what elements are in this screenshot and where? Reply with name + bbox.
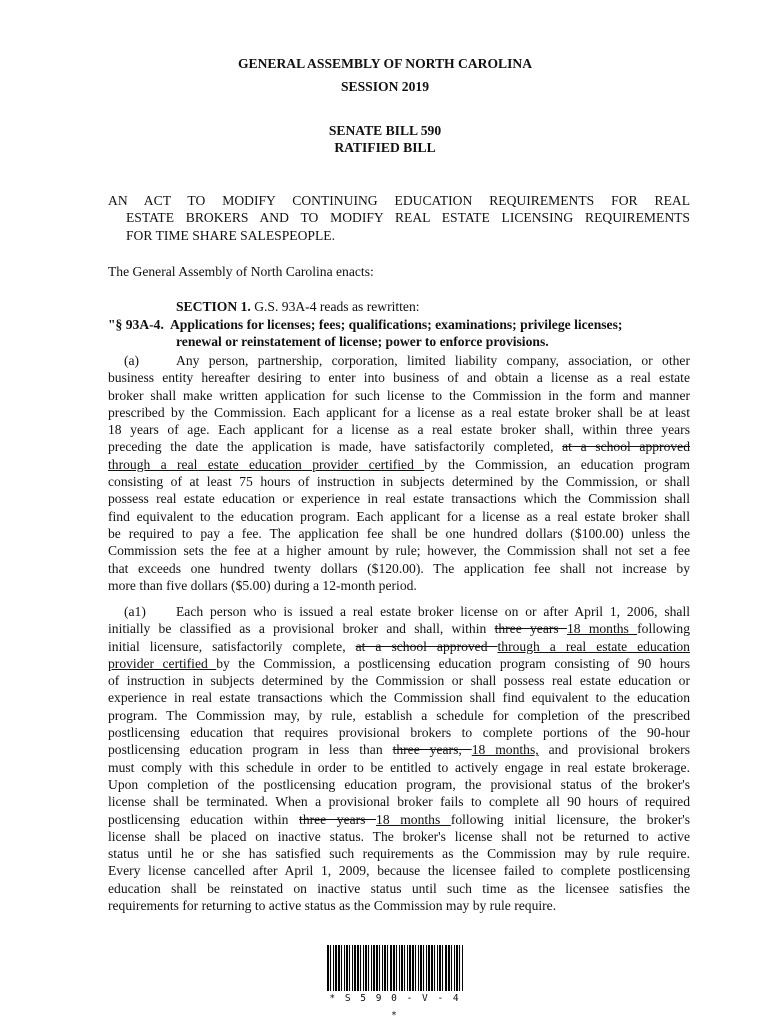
para-line <box>108 456 690 473</box>
act-title-line: FOR TIME SHARE SALESPEOPLE. <box>126 227 335 243</box>
barcode-bar <box>387 945 388 991</box>
statute-heading-continuation: renewal or reinstatement of license; power to enforce provisions. <box>176 334 549 350</box>
barcode-bar <box>352 945 353 991</box>
para-line: find equivalent to the education program. Each applicant for a license as a real estate broker shall <box>108 508 690 524</box>
para-line <box>108 811 690 828</box>
section-1-intro <box>108 298 690 315</box>
barcode-bar <box>384 945 385 991</box>
barcode-bar <box>413 945 414 991</box>
barcode-bar <box>394 945 395 991</box>
para-line: prescribed by the Commission. Each applicant for a license as a real estate broker shall be at least <box>108 404 690 420</box>
paragraph-a <box>108 352 690 594</box>
inserted-text: through a real estate education provider certified <box>108 456 425 472</box>
inserted-text: provider certified <box>108 655 217 671</box>
para-line: be required to pay a fee. The application fee shall be one hundred dollars ($100.00) unless the <box>108 525 690 541</box>
para-text: preceding the date the application is made, have satisfactorily completed, <box>108 439 563 455</box>
para-line: business entity hereafter desiring to enter into business of and obtain a license as a real estate <box>108 370 690 386</box>
para-line: more than five dollars ($5.00) during a 12-month period. <box>108 577 417 593</box>
barcode-bar <box>360 945 361 991</box>
para-text: initial licensure, satisfactorily complete, <box>108 638 356 654</box>
deleted-text: three years, <box>392 742 472 758</box>
barcode-bar <box>420 945 421 991</box>
inserted-text: through a real estate education <box>497 638 690 654</box>
barcode-bar <box>431 945 432 991</box>
section-intro-text: G.S. 93A-4 reads as rewritten: <box>250 299 420 314</box>
barcode-bar <box>333 945 334 991</box>
barcode-bar <box>429 945 430 991</box>
para-line <box>108 352 690 369</box>
barcode-bar <box>457 945 458 991</box>
inserted-text: 18 months <box>566 621 638 637</box>
para-line: must comply with this schedule in order to be entitled to actively engage in real estate brokerage. <box>108 759 690 775</box>
para-line: that exceeds one hundred twenty dollars ($120.00). The application fee shall not increase by <box>108 560 690 576</box>
para-label: (a) <box>124 353 140 368</box>
para-line: 18 years of age. Each applicant for a license as a real estate broker shall, within three years <box>108 422 690 438</box>
para-line: consisting of at least 75 hours of instruction in subjects determined by the Commission, or shall <box>108 474 690 490</box>
barcode-bar <box>437 945 438 991</box>
barcode-bar <box>442 945 443 991</box>
barcode-bar <box>358 945 359 991</box>
barcode-bar <box>349 945 350 991</box>
barcode-bar <box>439 945 440 991</box>
para-line: status until he or she has satisfied such requirements as the Commission may by rule require. <box>108 846 690 862</box>
para-line <box>108 620 690 637</box>
barcode-bar <box>341 945 342 991</box>
barcode-bar <box>409 945 410 991</box>
para-line: postlicensing education that requires provisional brokers to complete portions of the 90-hour <box>108 725 690 741</box>
barcode-bar <box>354 945 355 991</box>
para-text: initially be classified as a provisional broker and shall, within <box>108 621 495 637</box>
barcode-bar <box>415 945 416 991</box>
barcode-bar <box>355 945 356 991</box>
barcode-bar <box>373 945 374 991</box>
assembly-heading: GENERAL ASSEMBLY OF NORTH CAROLINA <box>237 56 533 71</box>
para-line: Upon completion of the postlicensing education program, the provisional status of the broker's <box>108 776 690 792</box>
inserted-text: 18 months, <box>471 742 539 758</box>
enacting-clause: The General Assembly of North Carolina enacts: <box>108 264 374 279</box>
barcode-bar <box>412 945 413 991</box>
barcode-bar <box>451 945 452 991</box>
para-line <box>108 638 690 655</box>
barcode-label: * S 5 9 0 - V - 4 * <box>329 993 461 1022</box>
barcode-bar <box>336 945 337 991</box>
barcode-bar <box>445 945 446 991</box>
barcode-bar <box>390 945 391 991</box>
bill-status-heading: RATIFIED BILL <box>334 140 436 155</box>
para-text: Each person who is issued a real estate broker license on or after April 1, 2006, shall <box>176 604 690 619</box>
barcode-bar <box>330 945 331 991</box>
barcode-bar <box>434 945 435 991</box>
para-line: broker shall make written application for such license to the Commission in the form and manner <box>108 387 690 403</box>
barcode-bar <box>365 945 366 991</box>
barcode-bar <box>440 945 441 991</box>
para-line: experience in real estate transactions which the Commission shall find equivalent to the education <box>108 690 690 706</box>
para-text: following <box>637 621 690 637</box>
barcode-bar <box>346 945 347 991</box>
deleted-text: three years <box>299 811 377 827</box>
barcode-bar <box>339 945 340 991</box>
paragraph-a1 <box>108 603 690 914</box>
section-label: SECTION 1. <box>176 299 251 314</box>
barcode-bar <box>347 945 348 991</box>
barcode-bar <box>454 945 455 991</box>
para-line: of instruction in subjects determined by the Commission or shall possess real estate education or <box>108 673 690 689</box>
statute-number: "§ 93A-4. <box>108 317 164 332</box>
barcode-bar <box>410 945 411 991</box>
barcode-bar <box>335 945 336 991</box>
para-text: and provisional brokers <box>538 742 690 758</box>
barcode-bar <box>366 945 367 991</box>
statute-heading-text: Applications for licenses; fees; qualifications; examinations; privilege licenses; <box>169 317 623 332</box>
barcode-bar <box>418 945 419 991</box>
barcode-bar <box>462 945 463 991</box>
para-text: by the Commission, a postlicensing education program consisting of 90 hours <box>216 655 690 671</box>
barcode-bar <box>376 945 377 991</box>
act-title-line: AN ACT TO MODIFY CONTINUING EDUCATION REQUIREMENTS FOR REAL <box>108 193 690 208</box>
session-heading: SESSION 2019 <box>340 79 429 94</box>
barcode-bar <box>407 945 408 991</box>
barcode-bar <box>423 945 424 991</box>
statute-heading <box>108 316 690 351</box>
barcode-bar <box>327 945 328 991</box>
para-line: education shall be reinstated on inactive status until such time as the licensee satisfies the <box>108 880 690 896</box>
barcode-bar <box>456 945 457 991</box>
barcode-bar <box>428 945 429 991</box>
para-line: possess real estate education or experience in real estate transactions which the Commission shall <box>108 491 690 507</box>
barcode-bar <box>377 945 378 991</box>
barcode-bar <box>391 945 392 991</box>
barcode-bar <box>368 945 369 991</box>
para-label: (a1) <box>124 604 146 619</box>
barcode-bar <box>393 945 394 991</box>
para-text: by the Commission, an education program <box>424 456 690 472</box>
barcode-bar <box>357 945 358 991</box>
statute-heading-line <box>108 316 690 333</box>
para-line <box>108 741 690 758</box>
barcode-bar <box>404 945 405 991</box>
para-text: postlicensing education within <box>108 811 300 827</box>
para-text: following initial licensure, the broker's <box>450 811 690 827</box>
inserted-text: 18 months <box>376 811 451 827</box>
deleted-text: three years <box>494 621 567 637</box>
barcode-bar <box>402 945 403 991</box>
barcode-bar <box>399 945 400 991</box>
barcode-bar <box>432 945 433 991</box>
barcode-bar <box>385 945 386 991</box>
deleted-text: at a school approved <box>562 439 690 455</box>
para-line: Every license cancelled after April 1, 2009, because the licensee failed to complete postlicensing <box>108 863 690 879</box>
barcode-bar <box>328 945 329 991</box>
para-text: Any person, partnership, corporation, limited liability company, association, or other <box>176 353 690 368</box>
para-line: Commission sets the fee at a higher amount by rule; however, the Commission shall not set a fee <box>108 543 690 559</box>
para-line <box>108 655 690 672</box>
act-title-line: ESTATE BROKERS AND TO MODIFY REAL ESTATE LICENSING REQUIREMENTS <box>126 210 690 226</box>
barcode-bar <box>446 945 447 991</box>
barcode-bar <box>448 945 449 991</box>
bill-number-heading: SENATE BILL 590 <box>328 123 442 138</box>
deleted-text: at a school approved <box>355 638 498 654</box>
barcode-bar <box>426 945 427 991</box>
para-line <box>108 603 690 620</box>
para-line: program. The Commission may, by rule, establish a schedule for completion of the prescribed <box>108 707 690 723</box>
para-text: postlicensing education program in less than <box>108 742 393 758</box>
barcode-bar <box>379 945 380 991</box>
barcode-bar <box>371 945 372 991</box>
para-line: license shall be placed on inactive status. The broker's license shall not be returned to active <box>108 828 690 844</box>
barcode-bar <box>396 945 397 991</box>
barcode-bar <box>344 945 345 991</box>
barcode-bar <box>459 945 460 991</box>
barcode-bar <box>401 945 402 991</box>
barcode-bar <box>338 945 339 991</box>
barcode-bar <box>363 945 364 991</box>
barcode-bar <box>421 945 422 991</box>
para-line: license shall be terminated. When a provisional broker fails to complete all 90 hours of required <box>108 794 690 810</box>
para-line: requirements for returning to active status as the Commission may by rule require. <box>108 898 557 914</box>
barcode-bar <box>382 945 383 991</box>
barcode-bar <box>374 945 375 991</box>
barcode <box>327 945 463 991</box>
act-title <box>108 192 690 244</box>
para-line <box>108 438 690 455</box>
barcode-bar <box>449 945 450 991</box>
